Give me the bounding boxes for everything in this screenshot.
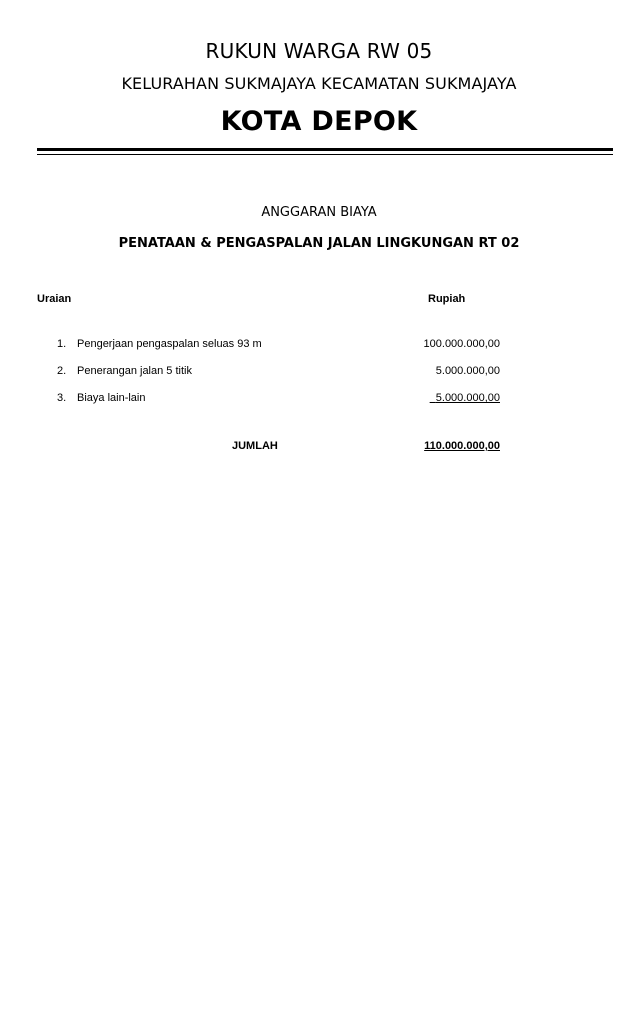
row-amount-value: 5.000.000,00	[435, 392, 500, 404]
row-number: 2.	[57, 365, 67, 377]
table-row	[0, 363, 638, 379]
letterhead-city: KOTA DEPOK	[220, 106, 418, 137]
total-amount: 110.000.000,00	[424, 440, 500, 452]
column-header-description: Uraian	[37, 293, 72, 305]
document-title	[0, 204, 638, 222]
row-amount	[430, 390, 500, 406]
letterhead-organization: RUKUN WARGA RW 05	[205, 39, 433, 63]
table-row	[0, 336, 638, 352]
row-description: Biaya lain-lain	[77, 392, 146, 404]
row-description: Penerangan jalan 5 titik	[77, 365, 192, 377]
column-header-amount: Rupiah	[428, 293, 466, 305]
table-row	[0, 390, 638, 406]
document-title-text: ANGGARAN BIAYA	[261, 205, 377, 220]
document-subtitle: PENATAAN & PENGASPALAN JALAN LINGKUNGAN RT 02	[118, 236, 520, 251]
row-number: 3.	[57, 392, 67, 404]
letterhead-divider-thick	[37, 148, 613, 151]
letterhead-divider-thin	[37, 154, 613, 155]
total-label: JUMLAH	[232, 440, 278, 452]
row-amount: 5.000.000,00	[435, 365, 500, 377]
row-number: 1.	[57, 338, 67, 350]
row-description: Pengerjaan pengaspalan seluas 93 m	[77, 338, 262, 350]
row-amount: 100.000.000,00	[423, 338, 500, 350]
letterhead-district: KELURAHAN SUKMAJAYA KECAMATAN SUKMAJAYA	[121, 74, 517, 93]
